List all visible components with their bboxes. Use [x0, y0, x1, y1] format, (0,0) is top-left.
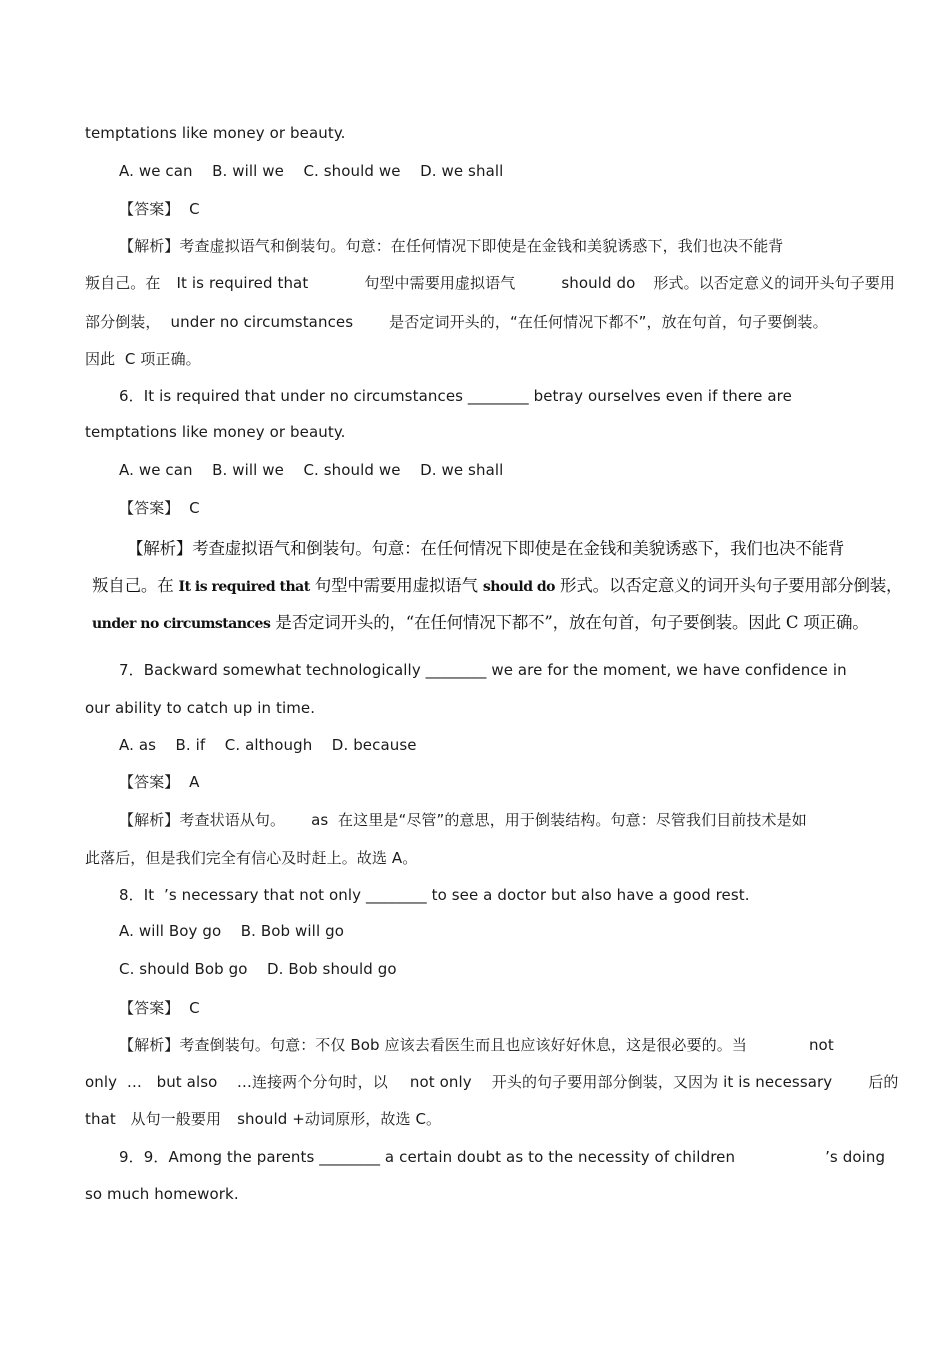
question-line: 6．It is required that under no circumstances ________ betray ourselves even if there are: [119, 387, 792, 405]
answer-line: 【答案】 C: [119, 999, 200, 1017]
scanned-analysis-line: 叛自己。在 It is required that 句型中需要用虚拟语气 should do 形式。以否定意义的词开头句子要用部分倒装，: [92, 576, 903, 595]
question-line: 7．Backward somewhat technologically ________ we are for the moment, we have confidence in: [119, 661, 847, 679]
text-line: our ability to catch up in time.: [85, 699, 316, 717]
answer-line: 【答案】 C: [119, 200, 200, 218]
analysis-line: 因此 C 项正确。: [85, 350, 201, 368]
analysis-line: only … but also …连接两个分句时，以 not only 开头的句子要用部分倒装，又因为 it is necessary 后的: [85, 1073, 899, 1091]
options-line: A. we can B. will we C. should we D. we shall: [119, 461, 504, 479]
answer-line: 【答案】 A: [119, 773, 200, 791]
text-line: temptations like money or beauty.: [85, 423, 346, 441]
text-line: so much homework.: [85, 1185, 239, 1203]
analysis-line: that 从句一般要用 should +动词原形，故选 C。: [85, 1110, 442, 1128]
scanned-analysis-line: under no circumstances 是否定词开头的，“在任何情况下都不”，放在句首，句子要倒装。因此 C 项正确。: [92, 613, 869, 632]
options-line: C. should Bob go D. Bob should go: [119, 960, 397, 978]
options-line: A. as B. if C. although D. because: [119, 736, 417, 754]
scanned-analysis-line: 【解析】考查虚拟语气和倒装句。句意：在任何情况下即使是在金钱和美貌诱惑下，我们也决不能背: [127, 539, 845, 558]
analysis-line: 【解析】考查状语从句。 as 在这里是“尽管”的意思，用于倒装结构。句意：尽管我们目前技术是如: [119, 811, 807, 829]
analysis-line: 部分倒装， under no circumstances 是否定词开头的，“在任何情况下都不”，放在句首，句子要倒装。: [85, 313, 828, 331]
options-line: A. will Boy go B. Bob will go: [119, 922, 344, 940]
options-line: A. we can B. will we C. should we D. we shall: [119, 162, 504, 180]
analysis-line: 【解析】考查倒装句。句意：不仅 Bob 应该去看医生而且也应该好好休息，这是很必要的。当 not: [119, 1036, 834, 1054]
text-line: temptations like money or beauty.: [85, 124, 346, 142]
question-line: 8．It ’s necessary that not only ________ to see a doctor but also have a good rest.: [119, 886, 750, 904]
analysis-line: 此落后，但是我们完全有信心及时赶上。故选 A。: [85, 849, 418, 867]
analysis-line: 叛自己。在 It is required that 句型中需要用虚拟语气 should do 形式。以否定意义的词开头句子要用: [85, 274, 896, 292]
question-line: 9．9．Among the parents ________ a certain doubt as to the necessity of children ’s doing: [119, 1148, 886, 1166]
analysis-line: 【解析】考查虚拟语气和倒装句。句意：在任何情况下即使是在金钱和美貌诱惑下，我们也决不能背: [119, 237, 784, 255]
answer-line: 【答案】 C: [119, 499, 200, 517]
